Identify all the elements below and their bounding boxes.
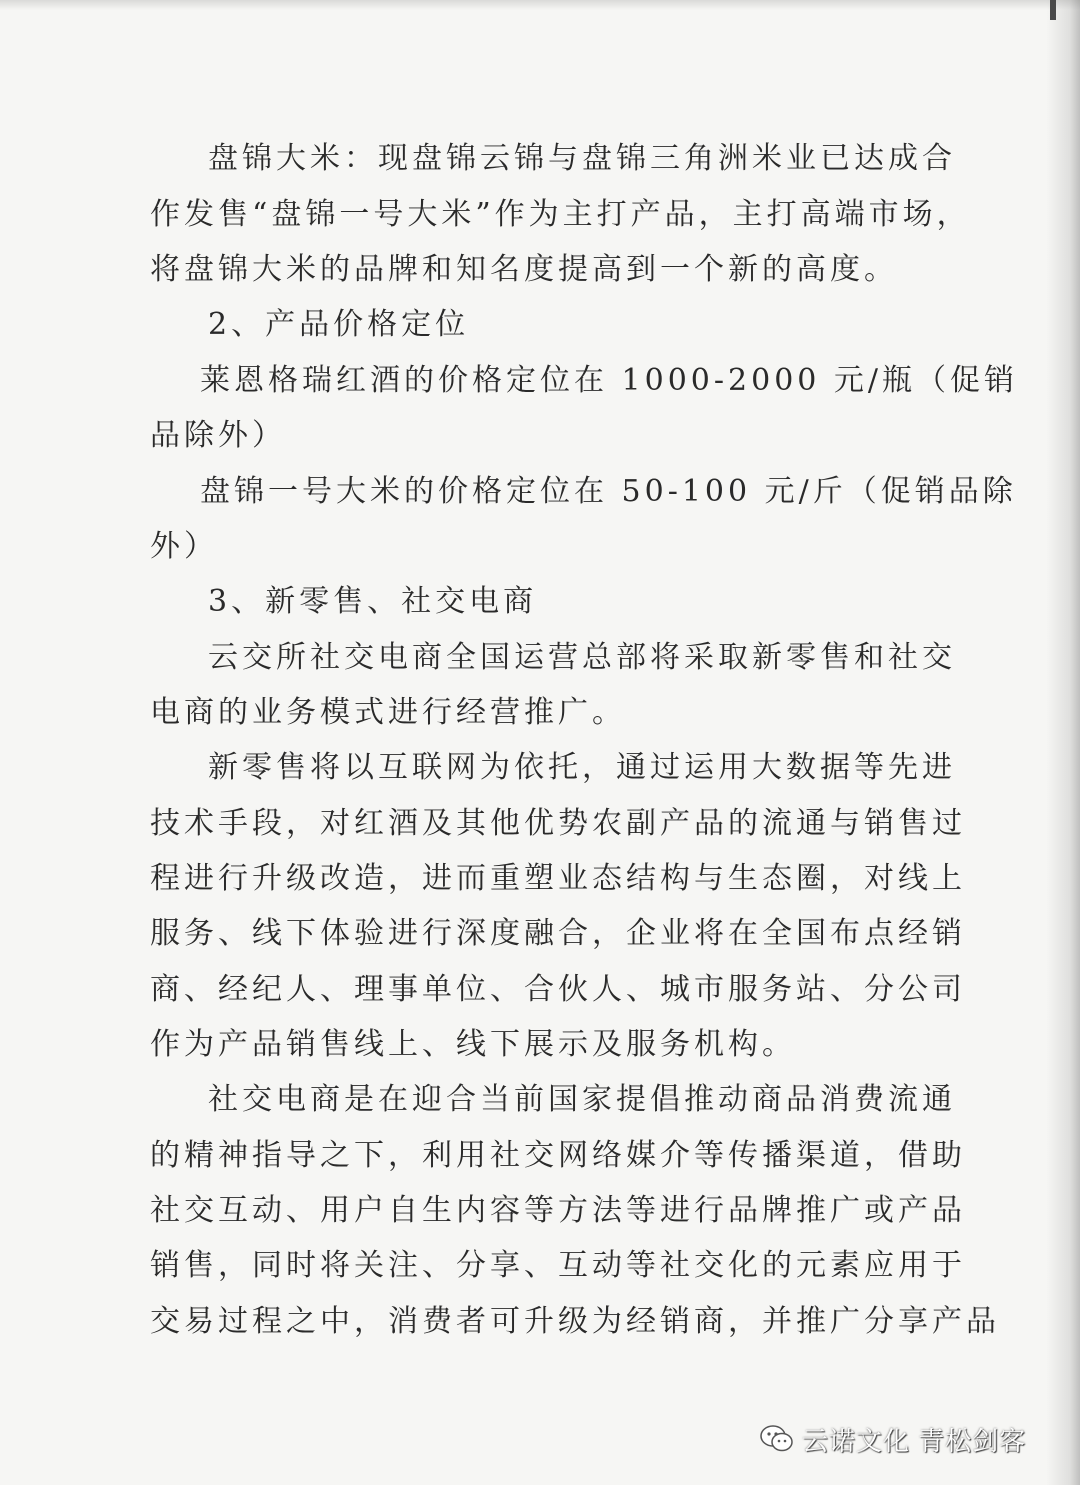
- watermark-text: 云诺文化 青松剑客: [802, 1425, 1027, 1456]
- text-line: 社交电商是在迎合当前国家提倡推动商品消费流通: [208, 1082, 956, 1117]
- page-top-shadow: [0, 0, 1080, 10]
- text-line: 云交所社交电商全国运营总部将采取新零售和社交: [208, 640, 956, 675]
- text-line: 盘锦一号大米的价格定位在 50-100 元/斤（促销品除: [200, 474, 1017, 509]
- text-line: 交易过程之中，消费者可升级为经销商，并推广分享产品: [150, 1304, 1000, 1339]
- text-line: 技术手段，对红酒及其他优势农副产品的流通与销售过: [150, 806, 966, 841]
- text-line: 电商的业务模式进行经营推广。: [150, 695, 626, 730]
- text-line: 盘锦大米：现盘锦云锦与盘锦三角洲米业已达成合: [208, 141, 956, 176]
- scan-corner-mark: [1050, 0, 1056, 20]
- text-line: 品除外）: [150, 418, 286, 453]
- text-line: 服务、线下体验进行深度融合，企业将在全国布点经销: [150, 916, 966, 951]
- text-line: 商、经纪人、理事单位、合伙人、城市服务站、分公司: [150, 972, 966, 1007]
- text-line: 程进行升级改造，进而重塑业态结构与生态圈，对线上: [150, 861, 966, 896]
- text-line: 的精神指导之下，利用社交网络媒介等传播渠道，借助: [150, 1138, 966, 1173]
- section-heading: 3、新零售、社交电商: [208, 584, 538, 619]
- text-line: 将盘锦大米的品牌和知名度提高到一个新的高度。: [150, 252, 898, 287]
- text-line: 新零售将以互联网为依托，通过运用大数据等先进: [208, 750, 956, 785]
- text-line: 莱恩格瑞红酒的价格定位在 1000-2000 元/瓶（促销: [200, 363, 1019, 398]
- text-line: 社交互动、用户自生内容等方法等进行品牌推广或产品: [150, 1193, 966, 1228]
- page-right-shadow: [1046, 0, 1080, 1485]
- wechat-icon: [760, 1425, 794, 1453]
- text-line: 销售，同时将关注、分享、互动等社交化的元素应用于: [150, 1248, 966, 1283]
- text-line: 作发售“盘锦一号大米”作为主打产品，主打高端市场，: [150, 197, 971, 232]
- section-heading: 2、产品价格定位: [208, 307, 470, 342]
- text-line: 外）: [150, 529, 218, 564]
- text-line: 作为产品销售线上、线下展示及服务机构。: [150, 1027, 796, 1062]
- watermark: [760, 1417, 1060, 1461]
